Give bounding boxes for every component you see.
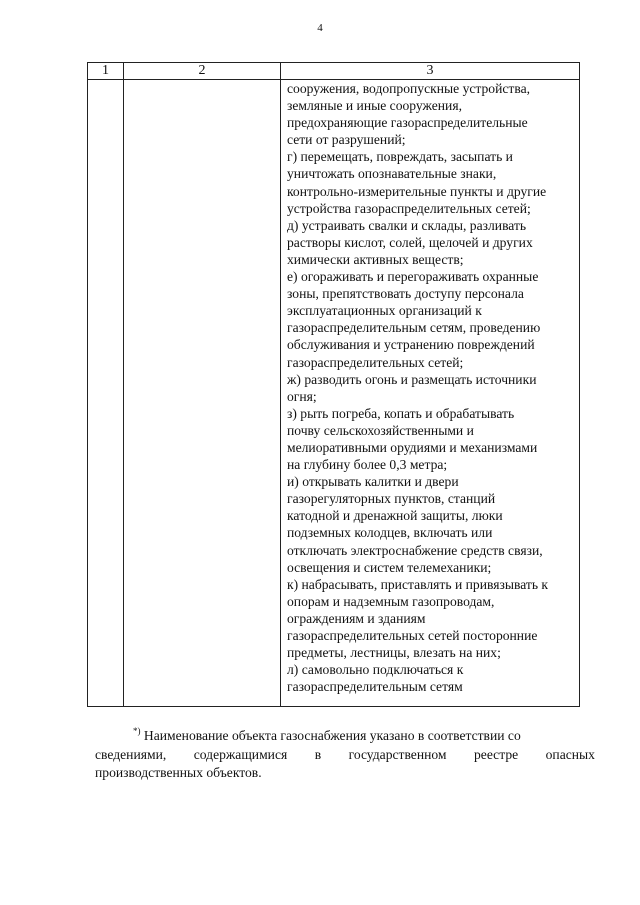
footnote — [95, 722, 595, 783]
table-cell-col1 — [88, 80, 124, 707]
cell-text-line: л) самовольно подключаться к — [287, 662, 464, 678]
cell-text-line: предохраняющие газораспределительные — [287, 115, 528, 131]
cell-text-line: е) огораживать и перегораживать охранные — [287, 269, 539, 285]
cell-text-line: уничтожать опознавательные знаки, — [287, 166, 497, 182]
cell-text-line: газорегуляторных пунктов, станций — [287, 491, 496, 507]
cell-text-line: д) устраивать свалки и склады, разливать — [287, 217, 527, 233]
cell-text-line: эксплуатационных организаций к — [287, 303, 482, 319]
footnote-word: содержащимися — [193, 746, 288, 762]
cell-text-line: сооружения, водопропускные устройства, — [287, 81, 531, 96]
table-cell-col3 — [281, 80, 580, 707]
cell-text-line: катодной и дренажной защиты, люки — [287, 508, 503, 524]
footnote-line-3: производственных объектов. — [95, 765, 262, 780]
cell-text-line: з) рыть погреба, копать и обрабатывать — [287, 405, 515, 421]
column-header-1: 1 — [88, 63, 124, 80]
cell-text-line: огня; — [287, 388, 317, 404]
footnote-line-2 — [95, 746, 595, 765]
cell-text-line: мелиоративными орудиями и механизмами — [287, 439, 538, 455]
cell-text-line: ж) разводить огонь и размещать источники — [287, 371, 537, 387]
cell-text-line: сети от разрушений; — [287, 132, 406, 148]
cell-text-line: подземных колодцев, включать или — [287, 525, 493, 541]
column-header-3: 3 — [281, 63, 580, 80]
table-cell-col2 — [124, 80, 281, 707]
footnote-line-1 — [95, 722, 595, 746]
cell-text-line: контрольно-измерительные пункты и другие — [287, 183, 547, 199]
cell-text-line: газораспределительным сетям — [287, 679, 463, 695]
table-header-row — [88, 63, 580, 80]
cell-text-lines — [281, 80, 579, 695]
cell-text-line: растворы кислот, солей, щелочей и других — [287, 234, 533, 250]
footnote-word: государственном — [348, 746, 447, 762]
cell-text-line: газораспределительных сетей посторонние — [287, 628, 538, 643]
cell-text-line: химически активных веществ; — [287, 251, 464, 267]
cell-text-line: газораспределительным сетям, проведению — [287, 320, 541, 336]
cell-text-line: г) перемещать, повреждать, засыпать и — [287, 149, 513, 165]
cell-text-line: на глубину более 0,3 метра; — [287, 457, 448, 473]
cell-text-line: земляные и иные сооружения, — [287, 98, 462, 114]
footnote-marker: *) — [133, 726, 141, 736]
cell-text-line: к) набрасывать, приставлять и привязывать к — [287, 576, 549, 592]
cell-text-line: отключать электроснабжение средств связи, — [287, 542, 543, 558]
cell-text-line: обслуживания и устранению повреждений — [287, 337, 535, 353]
footnote-word: реестре — [473, 746, 519, 762]
cell-text-line: ограждениям и зданиям — [287, 610, 426, 626]
cell-text-line: газораспределительных сетей; — [287, 354, 464, 370]
cell-text-line: освещения и систем телемеханики; — [287, 559, 492, 575]
footnote-word: сведениями, — [95, 746, 167, 762]
cell-text-line: предметы, лестницы, влезать на них; — [287, 645, 501, 661]
cell-text-line: зоны, препятствовать доступу персонала — [287, 286, 524, 302]
page-number: 4 — [317, 22, 323, 34]
cell-text-line: и) открывать калитки и двери — [287, 474, 459, 490]
footnote-word: в — [314, 746, 322, 762]
cell-text-line: устройства газораспределительных сетей; — [287, 200, 531, 216]
content-table — [87, 62, 580, 707]
table-row — [88, 80, 580, 707]
cell-text-line: почву сельскохозяйственными и — [287, 422, 474, 438]
footnote-text-1: Наименование объекта газоснабжения указано в соответствии со — [143, 728, 521, 743]
footnote-word: опасных — [545, 746, 595, 762]
cell-text-line: опорам и надземным газопроводам, — [287, 593, 495, 609]
column-header-2: 2 — [124, 63, 281, 80]
